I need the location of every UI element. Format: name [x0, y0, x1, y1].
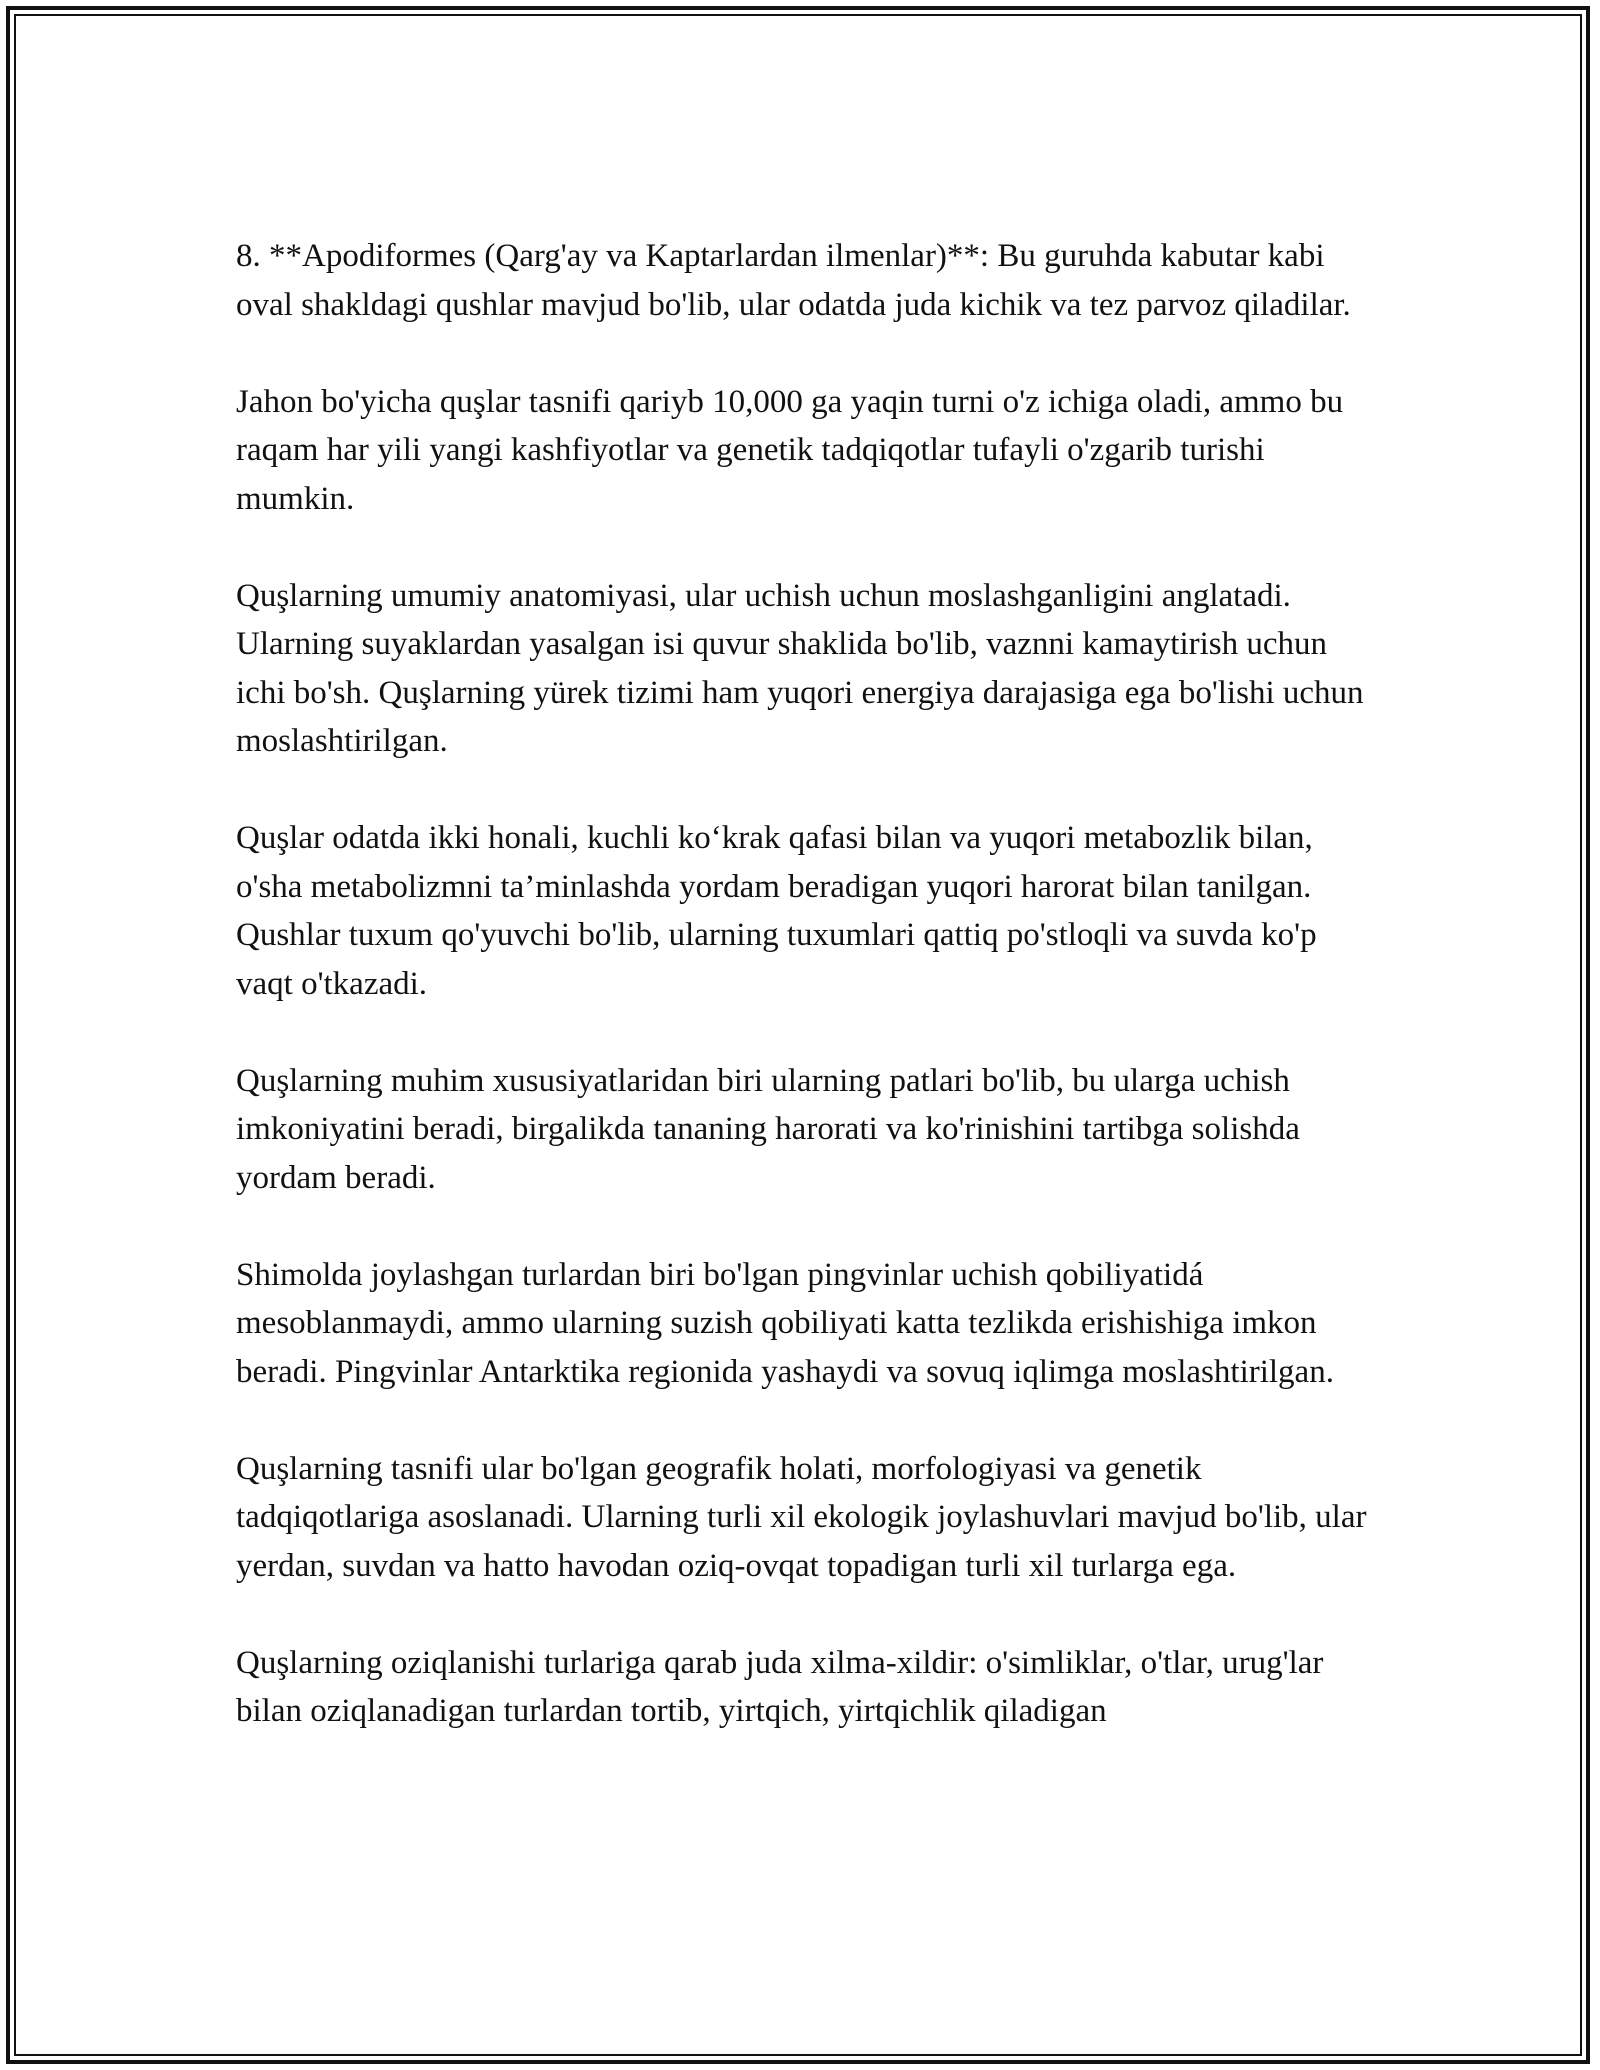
paragraph-feeding: Quşlarning oziqlanishi turlariga qarab juda xilma-xildir: o'simliklar, o'tlar, urug'lar bilan oziqlanadigan turlardan tortib, yirtqich, yirtqichlik qiladigan: [236, 1644, 1324, 1729]
paragraph-feathers: Quşlarning muhim xususiyatlaridan biri ularning patlari bo'lib, bu ularga uchish imkoniyatini beradi, birgalikda tananing harorati va ko'rinishini tartibga solishda yordam beradi.: [236, 1062, 1300, 1196]
paragraph-world-classification: Jahon bo'yicha quşlar tasnifi qariyb 10,000 ga yaqin turni o'z ichiga oladi, ammo bu raqam har yili yangi kashfiyotlar va genetik tadqiqotlar tufayli o'zgarib turishi mumkin.: [236, 383, 1344, 517]
paragraph-anatomy: Quşlarning umumiy anatomiyasi, ular uchish uchun moslashganligini anglatadi. Ularning suyaklardan yasalgan isi quvur shaklida bo'lib, vaznni kamaytirish uchun ichi bo'sh. Quşlarning yürek tizimi ham yuqori energiya darajasiga ega bo'lishi uchun moslashtirilgan.: [236, 577, 1364, 759]
paragraph-metabolism: Quşlar odatda ikki honali, kuchli ko‘krak qafasi bilan va yuqori metabozlik bilan, o'sha metabolizmni ta’minlashda yordam beradigan yuqori harorat bilan tanilgan. Qushlar tuxum qo'yuvchi bo'lib, ularning tuxumlari qattiq po'stloqli va suvda ko'p vaqt o'tkazadi.: [236, 820, 1317, 1002]
paragraph-apodiformes: 8. **Apodiformes (Qarg'ay va Kaptarlardan ilmenlar)**: Bu guruhda kabutar kabi oval shakldagi qushlar mavjud bo'lib, ular odatda juda kichik va tez parvoz qiladilar.: [236, 238, 1351, 323]
paragraph-taxonomy-basis: Quşlarning tasnifi ular bo'lgan geografik holati, morfologiyasi va genetik tadqiqotlariga asoslanadi. Ularning turli xil ekologik joylashuvlari mavjud bo'lib, ular yerdan, suvdan va hatto havodan oziq-ovqat topadigan turli xil turlarga ega.: [236, 1450, 1367, 1584]
document-body: [236, 232, 1376, 1784]
paragraph-penguins: Shimolda joylashgan turlardan biri bo'lgan pingvinlar uchish qobiliyatidá mesoblanmaydi, ammo ularning suzish qobiliyati katta tezlikda erishishiga imkon beradi. Pingvinlar Antarktika regionida yashaydi va sovuq iqlimga moslashtirilgan.: [236, 1256, 1334, 1390]
